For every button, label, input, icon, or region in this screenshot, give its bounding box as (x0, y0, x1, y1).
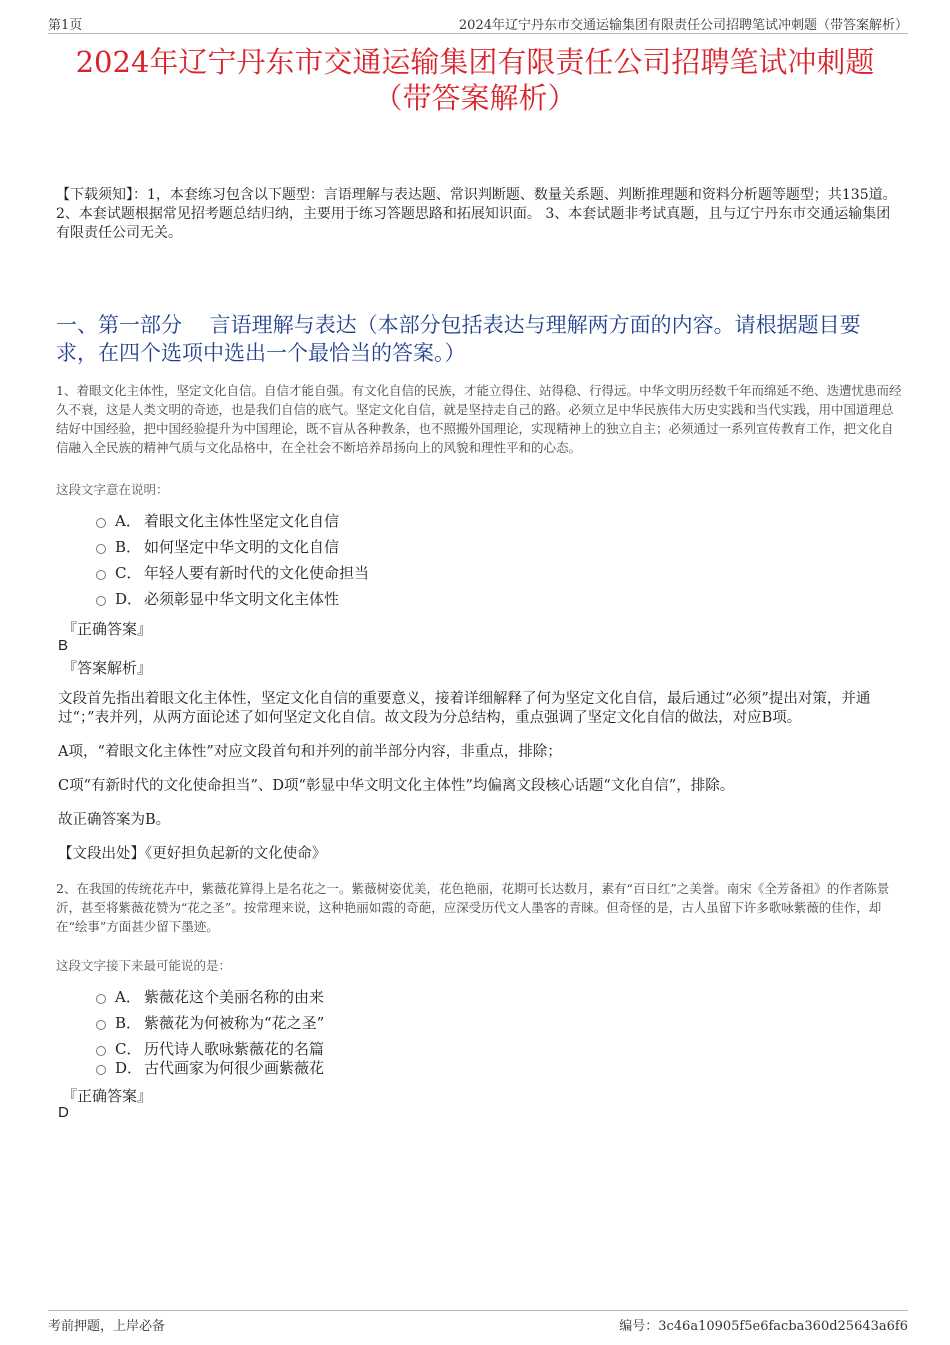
radio-button-icon[interactable] (96, 544, 106, 554)
footer-slogan: 考前押题，上岸必备 (48, 1319, 166, 1334)
header-doc-title: 2024年辽宁丹东市交通运输集团有限责任公司招聘笔试冲刺题（带答案解析） (458, 18, 908, 33)
answer-label: 『正确答案』 (62, 1087, 153, 1105)
option-letter: A． (115, 512, 141, 530)
analysis-label: 『答案解析』 (62, 659, 153, 677)
radio-button-icon[interactable] (96, 1046, 106, 1056)
source-citation: 【文段出处】《更好担负起新的文化使命》 (58, 846, 327, 862)
answer-label: 『正确答案』 (62, 620, 153, 638)
section-heading: 一、第一部分 言语理解与表达（本部分包括表达与理解两方面的内容。请根据题目要求，在四个选项中选出一个最恰当的答案。） (56, 313, 861, 365)
page-header (48, 14, 908, 34)
answer-value: D (58, 1104, 69, 1121)
download-notice: 【下载须知】：1，本套练习包含以下题型：言语理解与表达题、常识判断题、数量关系题、判断推理题和资料分析题等题型；共135道。 2、本套试题根据常见招考题总结归纳，主要用于练习答题思路和拓展知识面。 3、本套试题非考试真题，且与辽宁丹东市交通运输集团有限责任公司无关。 (56, 187, 897, 241)
analysis-paragraph-3: C项“有新时代的文化使命担当”、D项“彰显中华文明文化主体性”均偏离文段核心话题“文化自信”，排除。 (58, 778, 735, 794)
title-line-2: （带答案解析） (373, 81, 577, 115)
option-letter: A． (115, 988, 141, 1006)
option-letter: B． (115, 538, 142, 556)
option-text: 如何坚定中华文明的文化自信 (144, 538, 340, 556)
option-text: 紫薇花这个美丽名称的由来 (144, 988, 325, 1006)
option-text: 年轻人要有新时代的文化使命担当 (144, 564, 370, 582)
radio-button-icon[interactable] (96, 518, 106, 528)
page-number: 第1页 (48, 18, 83, 33)
option-letter: D． (115, 1059, 143, 1077)
footer-serial: 编号：3c46a10905f5e6facba360d25643a6f6 (619, 1319, 908, 1334)
radio-button-icon[interactable] (96, 994, 106, 1004)
question-2-prompt: 这段文字接下来最可能说的是： (56, 958, 232, 973)
option-text: 必须彰显中华文明文化主体性 (144, 590, 340, 608)
option-text: 紫薇花为何被称为“花之圣” (144, 1014, 325, 1032)
answer-value: B (58, 637, 69, 654)
question-1-prompt: 这段文字意在说明： (56, 482, 169, 497)
option-letter: D． (115, 590, 143, 608)
option-letter: B． (115, 1014, 142, 1032)
radio-button-icon[interactable] (96, 570, 106, 580)
analysis-paragraph-4: 故正确答案为B。 (58, 812, 171, 828)
option-letter: C． (115, 564, 142, 582)
analysis-paragraph-1: 文段首先指出着眼文化主体性，坚定文化自信的重要意义，接着详细解释了何为坚定文化自信，最后通过“必须”提出对策，并通过“；”表并列，从两方面论述了如何坚定文化自信。故文段为分总结构，重点强调了坚定文化自信的做法，对应B项。 (58, 691, 871, 726)
title-line-1: 2024年辽宁丹东市交通运输集团有限责任公司招聘笔试冲刺题 (75, 45, 875, 79)
page-footer (48, 1310, 908, 1332)
radio-button-icon[interactable] (96, 596, 106, 606)
document-title (40, 44, 910, 116)
question-1-text: 1、着眼文化主体性，坚定文化自信。自信才能自强。有文化自信的民族，才能立得住、站得稳、行得远。中华文明历经数千年而绵延不绝、迭遭忧患而经久不衰，这是人类文明的奇迹，也是我们自信的底气。坚定文化自信，就是坚持走自己的路。必须立足中华民族伟大历史实践和当代实践，用中国道理总结好中国经验，把中国经验提升为中国理论，既不盲从各种教条，也不照搬外国理论，实现精神上的独立自主；必须通过一系列宣传教育工作，把文化自信融入全民族的精神气质与文化品格中，在全社会不断培养昂扬向上的风貌和理性平和的心态。 (56, 383, 902, 455)
option-text: 历代诗人歌咏紫薇花的名篇 (144, 1040, 325, 1058)
option-text: 古代画家为何很少画紫薇花 (144, 1059, 325, 1077)
question-2-text: 2、在我国的传统花卉中，紫薇花算得上是名花之一。紫薇树姿优美，花色艳丽，花期可长达数月，素有“百日红”之美誉。南宋《全芳备祖》的作者陈景沂，甚至将紫薇花赞为“花之圣”。按常理来说，这种艳丽如霞的奇葩，应深受历代文人墨客的青睐。但奇怪的是，古人虽留下许多歌咏紫薇的佳作，却在“绘事”方面甚少留下墨迹。 (56, 881, 890, 934)
analysis-paragraph-2: A项，“着眼文化主体性”对应文段首句和并列的前半部分内容，非重点，排除； (58, 744, 562, 760)
option-text: 着眼文化主体性坚定文化自信 (144, 512, 340, 530)
radio-button-icon[interactable] (96, 1020, 106, 1030)
option-letter: C． (115, 1040, 142, 1058)
radio-button-icon[interactable] (96, 1065, 106, 1075)
